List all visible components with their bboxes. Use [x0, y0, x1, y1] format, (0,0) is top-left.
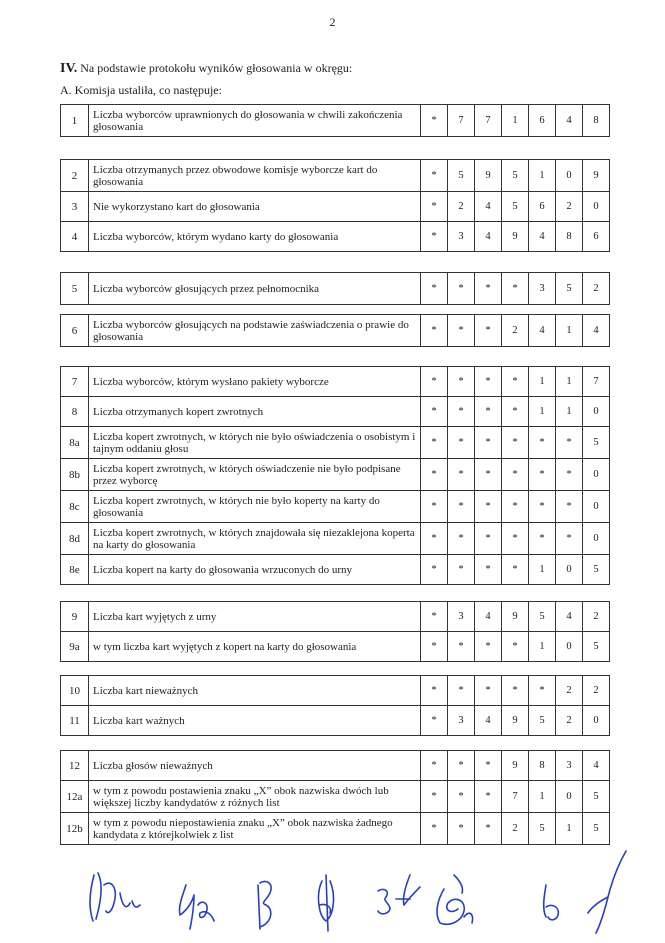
digit-cell: 2: [583, 273, 610, 305]
row-label: Liczba głosów nieważnych: [89, 751, 421, 781]
digit-cell: *: [502, 523, 529, 555]
digit-cell: *: [475, 813, 502, 845]
table-row: [61, 813, 610, 845]
table-row: [61, 222, 610, 252]
table-row: [61, 632, 610, 662]
digit-cell: 0: [556, 555, 583, 585]
digit-cell: *: [421, 367, 448, 397]
digit-cell: 1: [556, 813, 583, 845]
row-label: Liczba wyborców głosujących przez pełnomocnika: [89, 273, 421, 305]
digit-cell: 7: [502, 781, 529, 813]
digit-cell: 6: [583, 222, 610, 252]
digit-cell: *: [502, 491, 529, 523]
digit-cell: 2: [556, 706, 583, 736]
row-number: 2: [61, 160, 89, 192]
digit-cell: 1: [529, 397, 556, 427]
digit-cell: 2: [583, 676, 610, 706]
digit-cell: *: [421, 555, 448, 585]
row-number: 11: [61, 706, 89, 736]
table-row: [61, 273, 610, 305]
digit-cell: *: [529, 491, 556, 523]
row-label: Liczba kopert zwrotnych, w których nie było koperty na karty do głosowania: [89, 491, 421, 523]
digit-cell: 1: [529, 632, 556, 662]
results-table: [60, 104, 610, 137]
signature-7: [544, 885, 559, 920]
digit-cell: 8: [556, 222, 583, 252]
digit-cell: 5: [448, 160, 475, 192]
table-row: [61, 192, 610, 222]
digit-cell: 2: [448, 192, 475, 222]
digit-cell: 6: [529, 192, 556, 222]
digit-cell: 7: [448, 105, 475, 137]
row-label: Liczba otrzymanych przez obwodowe komisje wyborcze kart do głosowania: [89, 160, 421, 192]
subsection-text: Komisja ustaliła, co następuje:: [74, 83, 222, 97]
digit-cell: 2: [583, 602, 610, 632]
digit-cell: 9: [502, 222, 529, 252]
digit-cell: 4: [529, 315, 556, 347]
table-row: [61, 491, 610, 523]
table-group: [60, 104, 610, 137]
table-row: [61, 315, 610, 347]
digit-cell: *: [448, 491, 475, 523]
subsection-heading: [60, 83, 222, 98]
row-number: 8a: [61, 427, 89, 459]
digit-cell: 6: [529, 105, 556, 137]
digit-cell: *: [475, 523, 502, 555]
digit-cell: 9: [475, 160, 502, 192]
digit-cell: *: [529, 427, 556, 459]
digit-cell: 2: [556, 676, 583, 706]
digit-cell: *: [421, 192, 448, 222]
digit-cell: 3: [448, 602, 475, 632]
digit-cell: *: [421, 315, 448, 347]
results-table: [60, 601, 610, 662]
table-row: [61, 367, 610, 397]
table-row: [61, 523, 610, 555]
row-label: w tym liczba kart wyjętych z kopert na karty do głosowania: [89, 632, 421, 662]
digit-cell: *: [448, 397, 475, 427]
digit-cell: 2: [502, 315, 529, 347]
row-label: Liczba kart nieważnych: [89, 676, 421, 706]
digit-cell: 0: [583, 523, 610, 555]
digit-cell: 5: [529, 602, 556, 632]
digit-cell: *: [556, 491, 583, 523]
digit-cell: 1: [556, 315, 583, 347]
digit-cell: 4: [583, 751, 610, 781]
digit-cell: *: [475, 315, 502, 347]
digit-cell: 4: [556, 602, 583, 632]
row-number: 3: [61, 192, 89, 222]
digit-cell: 5: [529, 813, 556, 845]
digit-cell: *: [421, 676, 448, 706]
signature-8: [588, 851, 626, 933]
row-number: 4: [61, 222, 89, 252]
digit-cell: 5: [583, 427, 610, 459]
row-number: 1: [61, 105, 89, 137]
results-table: [60, 159, 610, 252]
digit-cell: 5: [583, 632, 610, 662]
digit-cell: 2: [556, 192, 583, 222]
digit-cell: *: [502, 397, 529, 427]
results-table: [60, 750, 610, 845]
digit-cell: 4: [556, 105, 583, 137]
results-table: [60, 314, 610, 347]
signature-5: [378, 875, 420, 914]
digit-cell: *: [421, 491, 448, 523]
digit-cell: *: [448, 751, 475, 781]
signature-2: [179, 885, 214, 929]
digit-cell: *: [421, 222, 448, 252]
digit-cell: *: [475, 459, 502, 491]
table-row: [61, 706, 610, 736]
table-row: [61, 602, 610, 632]
digit-cell: 1: [502, 105, 529, 137]
signature-6: [437, 875, 472, 924]
digit-cell: 9: [502, 602, 529, 632]
row-number: 9: [61, 602, 89, 632]
table-row: [61, 459, 610, 491]
row-number: 8e: [61, 555, 89, 585]
digit-cell: *: [475, 427, 502, 459]
page-number: 2: [329, 15, 336, 29]
section-numeral: IV.: [60, 61, 78, 76]
digit-cell: 8: [583, 105, 610, 137]
digit-cell: 5: [502, 192, 529, 222]
signatures-area: [60, 845, 640, 935]
subsection-letter: A.: [60, 83, 72, 97]
digit-cell: 0: [583, 192, 610, 222]
row-label: Liczba kopert zwrotnych, w których nie było oświadczenia o osobistym i tajnym oddaniu głosu: [89, 427, 421, 459]
digit-cell: 3: [448, 706, 475, 736]
digit-cell: *: [529, 459, 556, 491]
row-label: Liczba wyborców uprawnionych do głosowania w chwili zakończenia głosowania: [89, 105, 421, 137]
digit-cell: *: [475, 367, 502, 397]
digit-cell: *: [502, 632, 529, 662]
results-table: [60, 366, 610, 585]
digit-cell: *: [448, 813, 475, 845]
row-number: 12: [61, 751, 89, 781]
row-label: Liczba kopert zwrotnych, w których znajdowała się niezaklejona koperta na karty do głosowania: [89, 523, 421, 555]
table-row: [61, 105, 610, 137]
digit-cell: 4: [529, 222, 556, 252]
signature-4: [319, 875, 334, 931]
digit-cell: *: [502, 555, 529, 585]
row-label: Nie wykorzystano kart do głosowania: [89, 192, 421, 222]
digit-cell: *: [502, 459, 529, 491]
row-label: Liczba wyborców głosujących na podstawie zaświadczenia o prawie do głosowania: [89, 315, 421, 347]
signature-3: [258, 881, 271, 929]
row-number: 5: [61, 273, 89, 305]
digit-cell: *: [421, 751, 448, 781]
row-label: Liczba kart wyjętych z urny: [89, 602, 421, 632]
signature-1: [90, 873, 140, 921]
digit-cell: 0: [556, 160, 583, 192]
table-row: [61, 555, 610, 585]
digit-cell: *: [421, 813, 448, 845]
row-label: Liczba kopert zwrotnych, w których oświadczenie nie było podpisane przez wyborcę: [89, 459, 421, 491]
digit-cell: *: [475, 397, 502, 427]
digit-cell: *: [556, 523, 583, 555]
digit-cell: *: [448, 459, 475, 491]
row-label: Liczba otrzymanych kopert zwrotnych: [89, 397, 421, 427]
digit-cell: *: [421, 273, 448, 305]
row-number: 8b: [61, 459, 89, 491]
digit-cell: 0: [583, 491, 610, 523]
row-label: Liczba kart ważnych: [89, 706, 421, 736]
digit-cell: *: [529, 523, 556, 555]
table-row: [61, 751, 610, 781]
row-label: w tym z powodu postawienia znaku „X” obok nazwiska dwóch lub większej liczby kandydatów z różnych list: [89, 781, 421, 813]
digit-cell: 4: [475, 602, 502, 632]
digit-cell: *: [448, 676, 475, 706]
digit-cell: *: [475, 676, 502, 706]
digit-cell: *: [475, 751, 502, 781]
digit-cell: 0: [556, 781, 583, 813]
digit-cell: *: [556, 459, 583, 491]
digit-cell: 9: [502, 751, 529, 781]
table-group: [60, 314, 610, 347]
table-row: [61, 427, 610, 459]
table-group: [60, 750, 610, 845]
digit-cell: 7: [583, 367, 610, 397]
row-number: 8d: [61, 523, 89, 555]
digit-cell: *: [556, 427, 583, 459]
row-number: 12a: [61, 781, 89, 813]
digit-cell: 3: [556, 751, 583, 781]
row-label: w tym z powodu niepostawienia znaku „X” obok nazwiska żadnego kandydata z którejkolwiek z list: [89, 813, 421, 845]
digit-cell: 5: [556, 273, 583, 305]
digit-cell: 4: [583, 315, 610, 347]
digit-cell: *: [421, 781, 448, 813]
digit-cell: 4: [475, 222, 502, 252]
digit-cell: 1: [529, 160, 556, 192]
digit-cell: *: [502, 367, 529, 397]
table-group: [60, 272, 610, 305]
table-group: [60, 159, 610, 252]
digit-cell: *: [475, 273, 502, 305]
results-table: [60, 272, 610, 305]
digit-cell: 3: [448, 222, 475, 252]
row-number: 7: [61, 367, 89, 397]
digit-cell: 0: [583, 397, 610, 427]
digit-cell: 1: [529, 367, 556, 397]
digit-cell: 2: [502, 813, 529, 845]
results-table: [60, 675, 610, 736]
digit-cell: *: [502, 676, 529, 706]
row-number: 8c: [61, 491, 89, 523]
table-row: [61, 397, 610, 427]
digit-cell: 7: [475, 105, 502, 137]
digit-cell: 5: [529, 706, 556, 736]
digit-cell: 5: [583, 555, 610, 585]
digit-cell: 5: [583, 813, 610, 845]
digit-cell: *: [448, 523, 475, 555]
digit-cell: *: [421, 459, 448, 491]
digit-cell: *: [448, 555, 475, 585]
digit-cell: *: [421, 523, 448, 555]
digit-cell: *: [475, 781, 502, 813]
table-group: [60, 675, 610, 736]
digit-cell: 1: [556, 397, 583, 427]
digit-cell: *: [475, 632, 502, 662]
digit-cell: *: [448, 427, 475, 459]
digit-cell: *: [448, 367, 475, 397]
digit-cell: 9: [583, 160, 610, 192]
digit-cell: 3: [529, 273, 556, 305]
digit-cell: *: [448, 315, 475, 347]
digit-cell: 0: [583, 459, 610, 491]
digit-cell: 4: [475, 192, 502, 222]
digit-cell: *: [475, 555, 502, 585]
digit-cell: *: [475, 491, 502, 523]
section-heading: [60, 61, 352, 77]
digit-cell: *: [529, 676, 556, 706]
digit-cell: 1: [529, 781, 556, 813]
digit-cell: *: [421, 427, 448, 459]
digit-cell: *: [448, 632, 475, 662]
digit-cell: *: [421, 397, 448, 427]
digit-cell: 1: [556, 367, 583, 397]
row-number: 9a: [61, 632, 89, 662]
digit-cell: *: [421, 105, 448, 137]
row-label: Liczba wyborców, którym wysłano pakiety wyborcze: [89, 367, 421, 397]
digit-cell: *: [448, 273, 475, 305]
digit-cell: *: [421, 160, 448, 192]
digit-cell: 8: [529, 751, 556, 781]
digit-cell: 0: [583, 706, 610, 736]
section-text: Na podstawie protokołu wyników głosowania w okręgu:: [80, 61, 353, 75]
digit-cell: *: [448, 781, 475, 813]
digit-cell: *: [421, 632, 448, 662]
row-number: 8: [61, 397, 89, 427]
digit-cell: 9: [502, 706, 529, 736]
digit-cell: *: [421, 706, 448, 736]
table-row: [61, 781, 610, 813]
row-number: 12b: [61, 813, 89, 845]
table-group: [60, 601, 610, 662]
digit-cell: *: [421, 602, 448, 632]
digit-cell: *: [502, 427, 529, 459]
digit-cell: 1: [529, 555, 556, 585]
table-group: [60, 366, 610, 585]
row-label: Liczba kopert na karty do głosowania wrzuconych do urny: [89, 555, 421, 585]
row-label: Liczba wyborców, którym wydano karty do głosowania: [89, 222, 421, 252]
row-number: 10: [61, 676, 89, 706]
digit-cell: 0: [556, 632, 583, 662]
row-number: 6: [61, 315, 89, 347]
digit-cell: 5: [583, 781, 610, 813]
digit-cell: 5: [502, 160, 529, 192]
digit-cell: 4: [475, 706, 502, 736]
digit-cell: *: [502, 273, 529, 305]
table-row: [61, 160, 610, 192]
table-row: [61, 676, 610, 706]
